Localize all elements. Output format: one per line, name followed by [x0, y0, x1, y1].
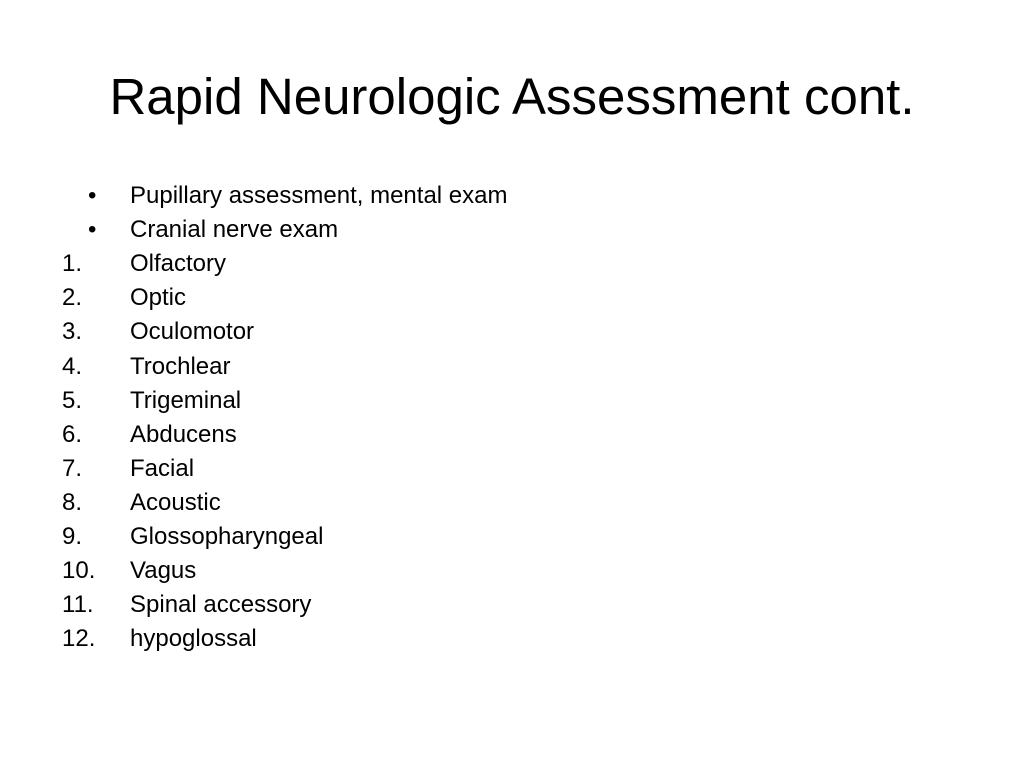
number-marker: 1.	[62, 250, 83, 278]
content-list	[62, 179, 507, 656]
list-item-text: Abducens	[130, 420, 237, 448]
list-item	[62, 315, 507, 349]
list-item-text: Vagus	[130, 557, 197, 585]
number-marker: 6.	[62, 420, 83, 448]
number-marker: 10.	[62, 557, 96, 585]
list-item	[62, 486, 507, 520]
list-item-text: hypoglossal	[130, 625, 257, 653]
number-marker: 7.	[62, 454, 83, 482]
list-item	[62, 179, 507, 213]
list-item	[62, 418, 507, 452]
list-item-text: Pupillary assessment, mental exam	[130, 182, 508, 210]
number-marker: 3.	[62, 318, 83, 346]
list-item-text: Spinal accessory	[130, 591, 312, 619]
number-marker: 5.	[62, 386, 83, 414]
list-item	[62, 213, 507, 247]
number-marker: 8.	[62, 488, 83, 516]
number-marker: 4.	[62, 352, 83, 380]
list-item-text: Oculomotor	[130, 318, 255, 346]
list-item	[62, 622, 507, 656]
bullet-marker: •	[88, 216, 97, 244]
list-item	[62, 349, 507, 383]
slide-title: Rapid Neurologic Assessment cont.	[109, 68, 915, 125]
number-marker: 11.	[62, 591, 94, 619]
list-item	[62, 281, 507, 315]
list-item	[62, 554, 507, 588]
list-item-text: Optic	[130, 284, 187, 312]
list-item	[62, 452, 507, 486]
list-item	[62, 588, 507, 622]
list-item	[62, 247, 507, 281]
list-item-text: Cranial nerve exam	[130, 216, 339, 244]
list-item-text: Trigeminal	[130, 386, 242, 414]
number-marker: 9.	[62, 522, 83, 550]
list-item-text: Olfactory	[130, 250, 227, 278]
number-marker: 2.	[62, 284, 83, 312]
list-item-text: Facial	[130, 454, 195, 482]
list-item	[62, 520, 507, 554]
bullet-marker: •	[88, 182, 97, 210]
list-item-text: Acoustic	[130, 488, 221, 516]
number-marker: 12.	[62, 625, 96, 653]
list-item-text: Trochlear	[130, 352, 231, 380]
list-item	[62, 384, 507, 418]
list-item-text: Glossopharyngeal	[130, 522, 324, 550]
